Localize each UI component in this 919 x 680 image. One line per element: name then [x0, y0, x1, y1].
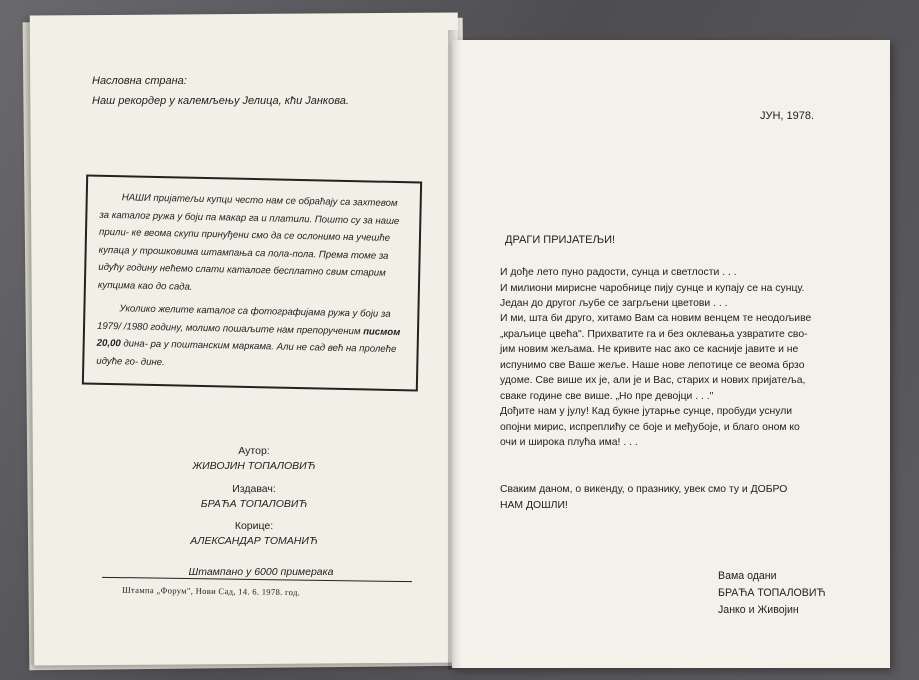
letter-line: НАМ ДОШЛИ! — [500, 499, 568, 511]
notice-line: дине. — [140, 356, 165, 368]
sign-names: Јанко и Живојин — [718, 604, 799, 616]
letter-line: испунимо све Ваше жеље. Наше нове лепотице се веома брзо — [500, 359, 805, 371]
letter-line: Дођите нам у јулу! Кад букне јутарње сунце, пробуди уснули — [500, 406, 793, 417]
covers-label: Корице: — [234, 520, 274, 532]
letter-line: И дође лето пуно радости, сунца и светлости . . . — [500, 267, 737, 278]
sign-off: Вама одани — [718, 570, 777, 582]
notice-price-emphasis: писмом 20,00 — [96, 325, 401, 350]
letter-line: очи и широка плућа има! . . . — [500, 437, 638, 448]
letter-line: Сваким даном, о викенду, о празнику, увек смо ту и ДОБРО — [500, 484, 788, 495]
notice-line: нећемо слати каталоге бесплатно свим старим купцима као до сада. — [97, 263, 386, 293]
notice-line: пријатељи купци често нам се обраћају са захтевом за — [99, 192, 398, 221]
catalog-notice-box — [82, 175, 422, 392]
notice-line: трошковима штампања са пола-пола. Према томе за идућу годину — [98, 245, 389, 275]
notice-line: Уколико желите каталог са фотографијама ружа у боји за 1979/ — [96, 303, 391, 332]
author-name: ЖИВОЈИН ТОПАЛОВИЋ — [192, 460, 316, 472]
letter-paragraph-4 — [500, 482, 850, 513]
letter-line: сваке године све више. „Но пре девојци . . ." — [500, 390, 714, 402]
notice-line: ке веома скупи принуђени смо да се ослонимо на учешће купаца у — [98, 227, 391, 257]
letter-salutation: ДРАГИ ПРИЈАТЕЉИ! — [505, 234, 616, 246]
letter-line: И ми, шта би друго, хитамо Вам са новим венцем те неодољиве — [500, 313, 812, 324]
book-spine-shadow — [448, 30, 462, 670]
printer-imprint: Штампа „Форум", Нови Сад, 14. 6. 1978. год. — [121, 584, 301, 598]
letter-line: удоме. Све више их је, али је и Вас, старих и нових пријатеља, — [500, 375, 806, 386]
notice-lead-word: НАШИ — [121, 192, 151, 204]
cover-caption-label: Насловна страна: — [92, 75, 187, 87]
covers-name: АЛЕКСАНДАР ТОМАНИЋ — [190, 535, 318, 547]
print-run-text: Штампано у 6000 примерака — [188, 566, 334, 578]
notice-line: дина- — [123, 338, 148, 350]
notice-line: ра у поштанским маркама. Али не сад већ на пролеће идуће го- — [96, 338, 397, 368]
publisher-label: Издавач: — [232, 483, 276, 495]
publisher-name: БРАЋА ТОПАЛОВИЋ — [200, 498, 308, 510]
letter-line: „краљице цвећа". Прихватите га и без оклевања узвратите сво- — [500, 328, 808, 340]
letter-line: јим новим жељама. Не кривите нас ако се касније јавите и не — [500, 344, 799, 355]
letter-line: Један до другог љубе се загрљени цветови . . . — [500, 298, 728, 309]
letter-line: опојни мирис, испреплићу се боје и међубоје, и благо оном ко — [500, 421, 800, 433]
cover-caption-text: Наш рекордер у калемљењу Јелица, кћи Јанкова. — [92, 95, 349, 107]
letter-paragraph-3 — [500, 404, 850, 451]
letter-paragraph-2 — [500, 311, 850, 404]
notice-paragraph-1 — [98, 189, 410, 300]
letter-date: ЈУН, 1978. — [760, 110, 815, 122]
letter-paragraph-1 — [500, 265, 850, 312]
notice-paragraph-2 — [96, 300, 407, 376]
sign-company: БРАЋА ТОПАЛОВИЋ — [718, 587, 826, 599]
notice-line: каталог ружа у боји па макар га и платили. Пошто су за наше прили- — [98, 209, 400, 239]
notice-line: /1980 годину, молимо пошаљите нам препорученим — [123, 320, 361, 337]
letter-line: И милиони мирисне чаробнице пију сунце и купају се на сунцу. — [500, 282, 805, 294]
author-label: Аутор: — [238, 445, 270, 457]
